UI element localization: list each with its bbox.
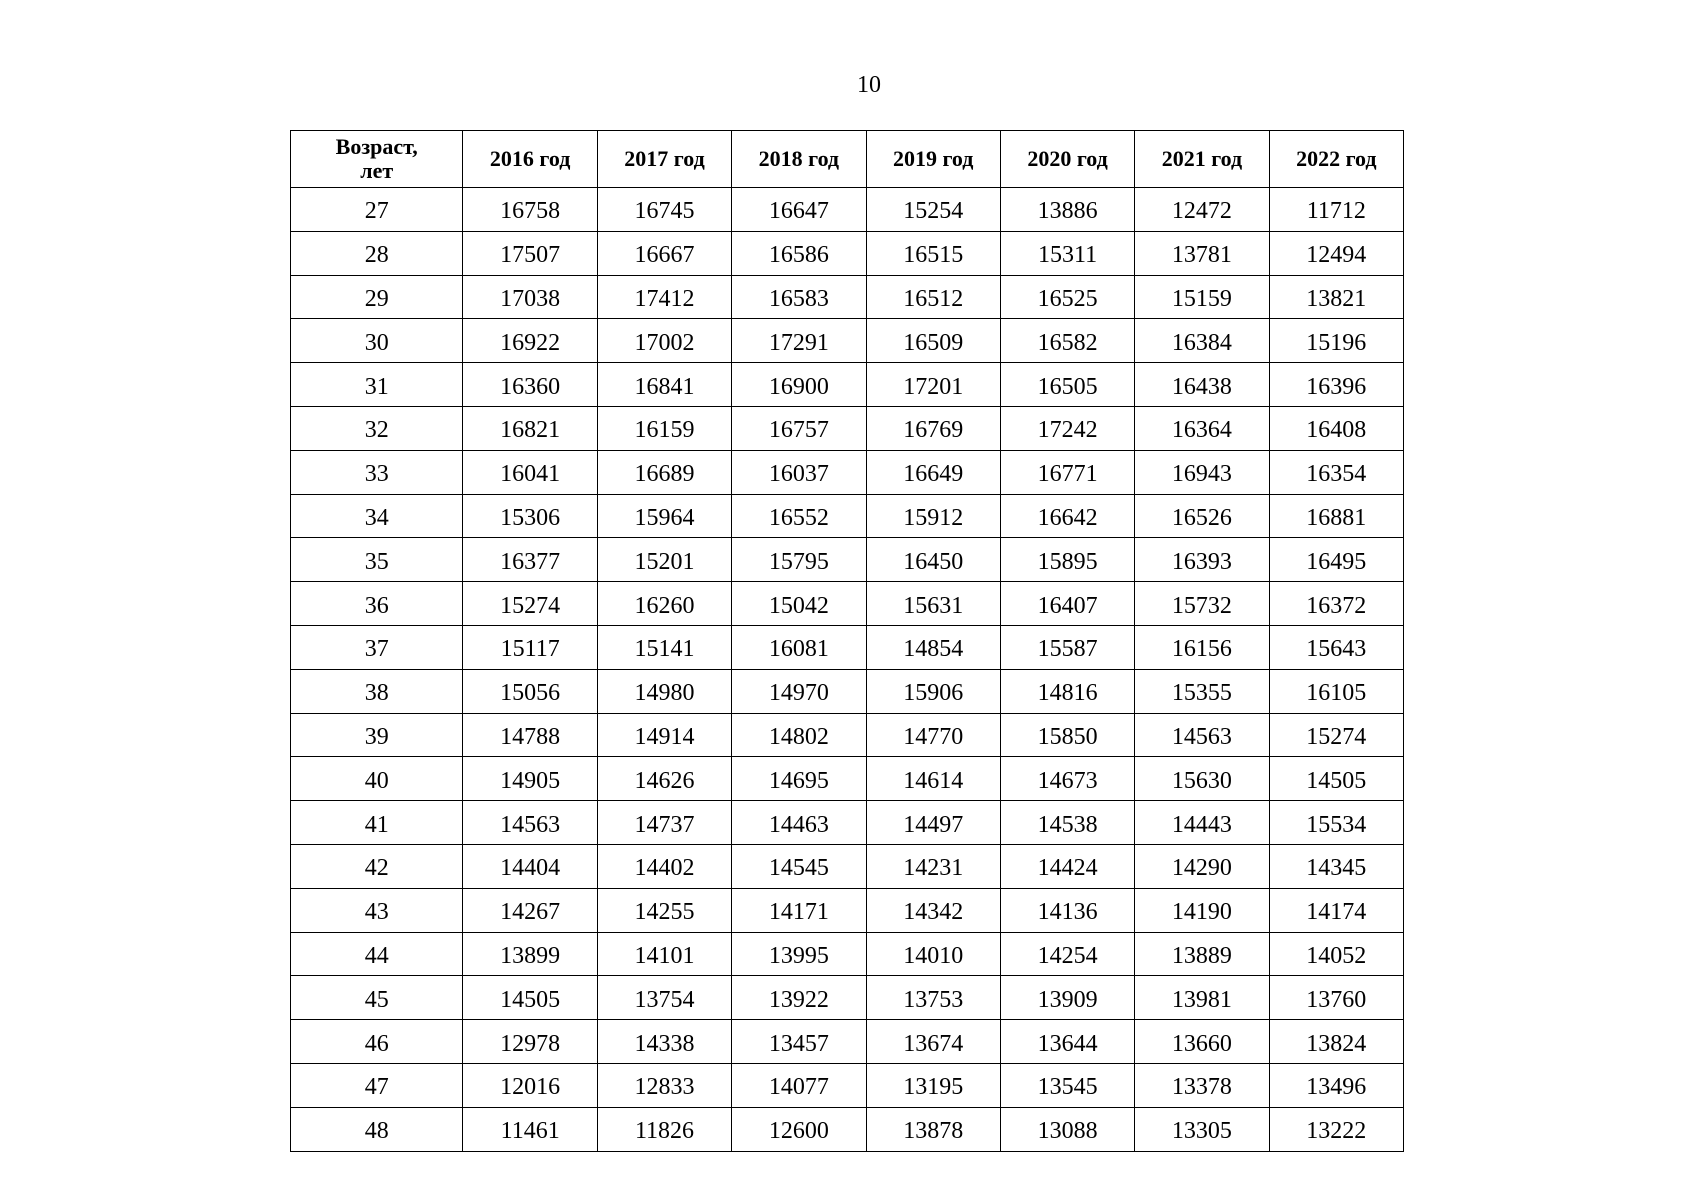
value-cell: 14614 (866, 757, 1000, 801)
table-row (291, 976, 1404, 1020)
value-cell: 14802 (732, 713, 866, 757)
value-cell: 15306 (463, 494, 597, 538)
age-cell: 28 (291, 231, 463, 275)
age-cell: 27 (291, 188, 463, 232)
value-cell: 17412 (597, 275, 731, 319)
value-cell: 16393 (1135, 538, 1269, 582)
value-cell: 15117 (463, 625, 597, 669)
age-cell: 42 (291, 844, 463, 888)
age-cell: 30 (291, 319, 463, 363)
value-cell: 15274 (463, 582, 597, 626)
value-cell: 16407 (1000, 582, 1134, 626)
age-cell: 34 (291, 494, 463, 538)
value-cell: 14424 (1000, 844, 1134, 888)
value-cell: 12833 (597, 1063, 731, 1107)
table-row (291, 450, 1404, 494)
value-cell: 13305 (1135, 1107, 1269, 1151)
header-age: Возраст, лет (291, 131, 463, 188)
value-cell: 16384 (1135, 319, 1269, 363)
value-cell: 13760 (1269, 976, 1403, 1020)
value-cell: 16881 (1269, 494, 1403, 538)
value-cell: 13496 (1269, 1063, 1403, 1107)
value-cell: 15643 (1269, 625, 1403, 669)
value-cell: 15906 (866, 669, 1000, 713)
value-cell: 16360 (463, 363, 597, 407)
value-cell: 14342 (866, 888, 1000, 932)
value-cell: 13222 (1269, 1107, 1403, 1151)
age-cell: 40 (291, 757, 463, 801)
value-cell: 13195 (866, 1063, 1000, 1107)
value-cell: 11826 (597, 1107, 731, 1151)
table-row (291, 582, 1404, 626)
value-cell: 15732 (1135, 582, 1269, 626)
value-cell: 15201 (597, 538, 731, 582)
header-year: 2016 год (463, 131, 597, 188)
value-cell: 14171 (732, 888, 866, 932)
value-cell: 14854 (866, 625, 1000, 669)
value-cell: 16525 (1000, 275, 1134, 319)
value-cell: 17002 (597, 319, 731, 363)
value-cell: 14788 (463, 713, 597, 757)
value-cell: 14563 (463, 801, 597, 845)
value-cell: 14914 (597, 713, 731, 757)
value-cell: 15254 (866, 188, 1000, 232)
value-cell: 13981 (1135, 976, 1269, 1020)
age-cell: 46 (291, 1020, 463, 1064)
header-year: 2022 год (1269, 131, 1403, 188)
value-cell: 13088 (1000, 1107, 1134, 1151)
value-cell: 17291 (732, 319, 866, 363)
value-cell: 14563 (1135, 713, 1269, 757)
value-cell: 13378 (1135, 1063, 1269, 1107)
value-cell: 15534 (1269, 801, 1403, 845)
value-cell: 14404 (463, 844, 597, 888)
value-cell: 13457 (732, 1020, 866, 1064)
value-cell: 15631 (866, 582, 1000, 626)
value-cell: 13821 (1269, 275, 1403, 319)
value-cell: 12494 (1269, 231, 1403, 275)
value-cell: 11712 (1269, 188, 1403, 232)
value-cell: 13878 (866, 1107, 1000, 1151)
table-row (291, 188, 1404, 232)
page-number: 10 (857, 72, 881, 98)
age-cell: 44 (291, 932, 463, 976)
value-cell: 16526 (1135, 494, 1269, 538)
value-cell: 14497 (866, 801, 1000, 845)
value-cell: 13889 (1135, 932, 1269, 976)
age-cell: 33 (291, 450, 463, 494)
value-cell: 16757 (732, 406, 866, 450)
value-cell: 16512 (866, 275, 1000, 319)
value-cell: 16156 (1135, 625, 1269, 669)
table-row (291, 757, 1404, 801)
value-cell: 17242 (1000, 406, 1134, 450)
table-row (291, 1107, 1404, 1151)
age-cell: 43 (291, 888, 463, 932)
table-row (291, 669, 1404, 713)
value-cell: 16396 (1269, 363, 1403, 407)
value-cell: 14254 (1000, 932, 1134, 976)
data-table (290, 130, 1404, 1152)
value-cell: 14290 (1135, 844, 1269, 888)
value-cell: 13660 (1135, 1020, 1269, 1064)
value-cell: 14816 (1000, 669, 1134, 713)
value-cell: 14695 (732, 757, 866, 801)
value-cell: 15587 (1000, 625, 1134, 669)
value-cell: 15850 (1000, 713, 1134, 757)
value-cell: 16689 (597, 450, 731, 494)
value-cell: 13899 (463, 932, 597, 976)
age-cell: 35 (291, 538, 463, 582)
value-cell: 14010 (866, 932, 1000, 976)
value-cell: 13909 (1000, 976, 1134, 1020)
value-cell: 13824 (1269, 1020, 1403, 1064)
value-cell: 16377 (463, 538, 597, 582)
value-cell: 16105 (1269, 669, 1403, 713)
table-body (291, 188, 1404, 1152)
age-cell: 47 (291, 1063, 463, 1107)
value-cell: 14443 (1135, 801, 1269, 845)
value-cell: 14255 (597, 888, 731, 932)
value-cell: 13644 (1000, 1020, 1134, 1064)
value-cell: 16922 (463, 319, 597, 363)
header-year: 2019 год (866, 131, 1000, 188)
value-cell: 15355 (1135, 669, 1269, 713)
header-year: 2021 год (1135, 131, 1269, 188)
value-cell: 12600 (732, 1107, 866, 1151)
value-cell: 16408 (1269, 406, 1403, 450)
table-row (291, 1063, 1404, 1107)
value-cell: 16552 (732, 494, 866, 538)
value-cell: 16647 (732, 188, 866, 232)
value-cell: 12978 (463, 1020, 597, 1064)
value-cell: 16260 (597, 582, 731, 626)
value-cell: 16583 (732, 275, 866, 319)
value-cell: 15311 (1000, 231, 1134, 275)
value-cell: 16667 (597, 231, 731, 275)
value-cell: 11461 (463, 1107, 597, 1151)
value-cell: 13922 (732, 976, 866, 1020)
value-cell: 16745 (597, 188, 731, 232)
value-cell: 16159 (597, 406, 731, 450)
header-year: 2018 год (732, 131, 866, 188)
value-cell: 15912 (866, 494, 1000, 538)
value-cell: 16900 (732, 363, 866, 407)
value-cell: 16582 (1000, 319, 1134, 363)
value-cell: 16041 (463, 450, 597, 494)
header-year: 2020 год (1000, 131, 1134, 188)
value-cell: 16438 (1135, 363, 1269, 407)
age-cell: 29 (291, 275, 463, 319)
age-cell: 31 (291, 363, 463, 407)
value-cell: 16081 (732, 625, 866, 669)
age-cell: 39 (291, 713, 463, 757)
value-cell: 15159 (1135, 275, 1269, 319)
value-cell: 14770 (866, 713, 1000, 757)
table-row (291, 801, 1404, 845)
age-cell: 41 (291, 801, 463, 845)
value-cell: 15196 (1269, 319, 1403, 363)
value-cell: 16943 (1135, 450, 1269, 494)
value-cell: 16450 (866, 538, 1000, 582)
value-cell: 16642 (1000, 494, 1134, 538)
table-row (291, 538, 1404, 582)
value-cell: 12016 (463, 1063, 597, 1107)
value-cell: 16354 (1269, 450, 1403, 494)
value-cell: 16771 (1000, 450, 1134, 494)
value-cell: 16509 (866, 319, 1000, 363)
value-cell: 14505 (1269, 757, 1403, 801)
table-row (291, 888, 1404, 932)
value-cell: 14052 (1269, 932, 1403, 976)
value-cell: 14174 (1269, 888, 1403, 932)
value-cell: 14545 (732, 844, 866, 888)
value-cell: 13886 (1000, 188, 1134, 232)
value-cell: 14505 (463, 976, 597, 1020)
value-cell: 14136 (1000, 888, 1134, 932)
value-cell: 14463 (732, 801, 866, 845)
value-cell: 14338 (597, 1020, 731, 1064)
value-cell: 14970 (732, 669, 866, 713)
value-cell: 15795 (732, 538, 866, 582)
age-cell: 48 (291, 1107, 463, 1151)
age-cell: 45 (291, 976, 463, 1020)
value-cell: 14402 (597, 844, 731, 888)
value-cell: 14737 (597, 801, 731, 845)
value-cell: 16372 (1269, 582, 1403, 626)
value-cell: 15630 (1135, 757, 1269, 801)
value-cell: 13753 (866, 976, 1000, 1020)
value-cell: 13781 (1135, 231, 1269, 275)
value-cell: 13674 (866, 1020, 1000, 1064)
table-row (291, 363, 1404, 407)
value-cell: 16037 (732, 450, 866, 494)
table-row (291, 494, 1404, 538)
value-cell: 14980 (597, 669, 731, 713)
value-cell: 14905 (463, 757, 597, 801)
value-cell: 15056 (463, 669, 597, 713)
value-cell: 14626 (597, 757, 731, 801)
value-cell: 16841 (597, 363, 731, 407)
value-cell: 16758 (463, 188, 597, 232)
value-cell: 15274 (1269, 713, 1403, 757)
value-cell: 16586 (732, 231, 866, 275)
value-cell: 16364 (1135, 406, 1269, 450)
value-cell: 15964 (597, 494, 731, 538)
value-cell: 16649 (866, 450, 1000, 494)
value-cell: 14267 (463, 888, 597, 932)
value-cell: 17507 (463, 231, 597, 275)
table-row (291, 713, 1404, 757)
table-row (291, 275, 1404, 319)
age-cell: 32 (291, 406, 463, 450)
value-cell: 14231 (866, 844, 1000, 888)
header-year: 2017 год (597, 131, 731, 188)
value-cell: 14538 (1000, 801, 1134, 845)
value-cell: 17038 (463, 275, 597, 319)
value-cell: 15042 (732, 582, 866, 626)
value-cell: 16821 (463, 406, 597, 450)
value-cell: 16505 (1000, 363, 1134, 407)
value-cell: 14345 (1269, 844, 1403, 888)
value-cell: 14077 (732, 1063, 866, 1107)
table-row (291, 231, 1404, 275)
value-cell: 16495 (1269, 538, 1403, 582)
value-cell: 13545 (1000, 1063, 1134, 1107)
value-cell: 17201 (866, 363, 1000, 407)
age-cell: 37 (291, 625, 463, 669)
table-row (291, 319, 1404, 363)
table-row (291, 625, 1404, 669)
value-cell: 15895 (1000, 538, 1134, 582)
table-header-row (291, 131, 1404, 188)
table-row (291, 932, 1404, 976)
value-cell: 12472 (1135, 188, 1269, 232)
table-row (291, 406, 1404, 450)
age-cell: 38 (291, 669, 463, 713)
value-cell: 16769 (866, 406, 1000, 450)
value-cell: 16515 (866, 231, 1000, 275)
table-row (291, 1020, 1404, 1064)
value-cell: 13995 (732, 932, 866, 976)
value-cell: 15141 (597, 625, 731, 669)
value-cell: 14101 (597, 932, 731, 976)
age-cell: 36 (291, 582, 463, 626)
value-cell: 14190 (1135, 888, 1269, 932)
table-row (291, 844, 1404, 888)
value-cell: 13754 (597, 976, 731, 1020)
value-cell: 14673 (1000, 757, 1134, 801)
